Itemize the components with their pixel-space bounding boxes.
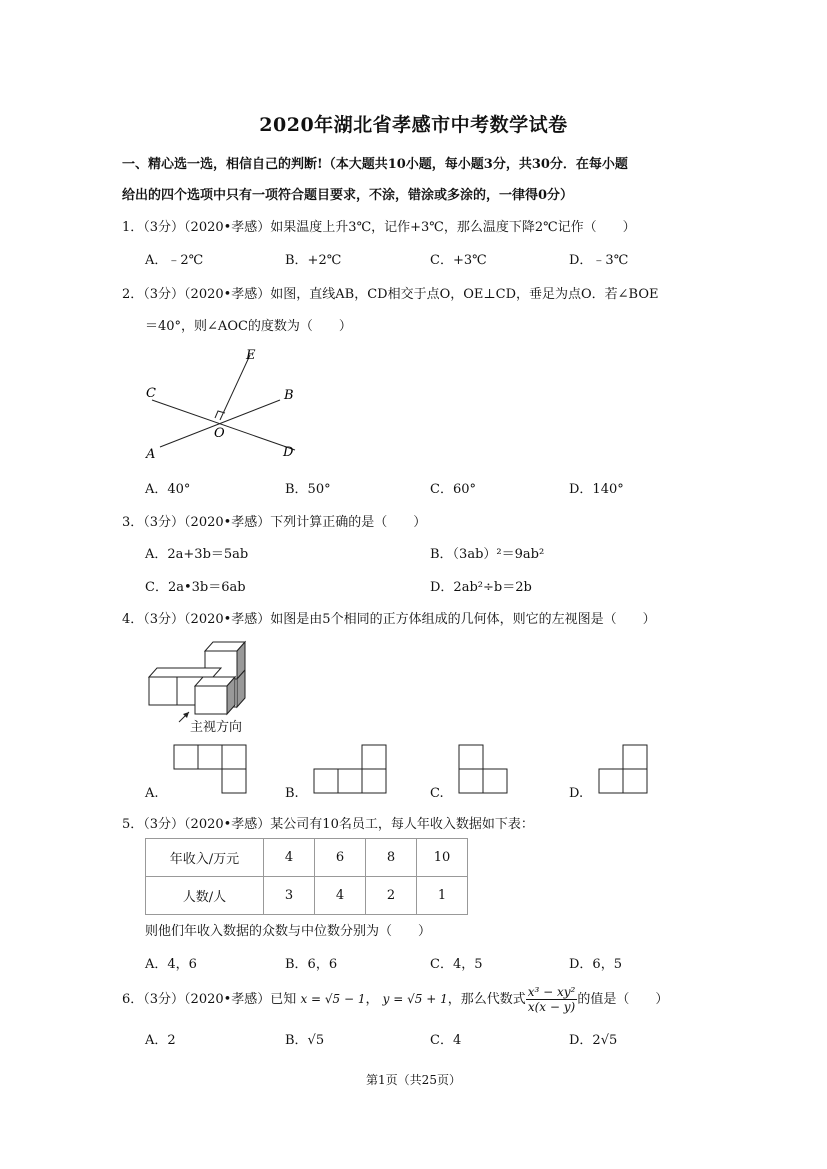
label-d: D (283, 445, 294, 460)
label-o: O (214, 426, 225, 441)
q5-option-a: A．4，6 (145, 957, 197, 972)
page-footer: 第1页（共25页） (366, 1073, 461, 1087)
q2-option-c: C．60° (430, 482, 476, 497)
q2-option-b: B．50° (285, 482, 331, 497)
q5-option-b: B．6，6 (285, 957, 338, 972)
q1-option-a: A．﹣2℃ (145, 253, 204, 268)
q4-option-d: D. (569, 786, 584, 801)
label-e: E (246, 348, 256, 363)
q1-option-d: D．﹣3℃ (569, 253, 629, 268)
q6-option-c: C．4 (430, 1033, 462, 1048)
line-cd (152, 400, 295, 450)
q6-x-expr: x = √5 − 1 (300, 992, 366, 1006)
q6-fraction-numerator: x³ − xy² (527, 985, 576, 999)
q3-option-d: D．2ab²÷b＝2b (430, 580, 532, 595)
page-title: 2020年湖北省孝感市中考数学试卷 (259, 114, 568, 136)
q3-option-c: C．2a•3b＝6ab (145, 580, 246, 595)
q5-option-c: C．4，5 (430, 957, 483, 972)
q6-prefix: 6．（3分）（2020•孝感）已知 (122, 992, 297, 1007)
q2-option-d: D．140° (569, 482, 624, 497)
q6-mid: ，那么代数式 (447, 992, 526, 1007)
label-b: B (284, 388, 294, 403)
section-heading-line1: 一、精心选一选，相信自己的判断!（本大题共10小题，每小题3分，共30分．在每小题 (122, 157, 628, 172)
table-cell: 年收入/万元 (146, 839, 264, 877)
q6-fraction-denominator: x(x − y) (527, 1000, 576, 1014)
q6-option-a: A．2 (145, 1033, 176, 1048)
q1-stem: 1．（3分）（2020•孝感）如果温度上升3℃，记作+3℃，那么温度下降2℃记作（ ） (122, 220, 636, 235)
q5-stem: 5．（3分）（2020•孝感）某公司有10名员工，每人年收入数据如下表： (122, 817, 534, 832)
q4-view-direction-label: 主视方向 (190, 720, 243, 735)
q2-angle-diagram (140, 345, 310, 465)
q6-option-d: D．2√5 (569, 1033, 618, 1048)
q3-option-b: B．（3ab）²＝9ab² (430, 547, 545, 562)
q6-stem: 6．（3分）（2020•孝感）已知 x = √5 − 1， y = √5 + 1，那么代数式 $\frac{\text{x³ − xy²}}{x(x - y)}$ 的值是（ ） (122, 985, 669, 1014)
q4-stem: 4．（3分）（2020•孝感）如图是由5个相同的正方体组成的几何体，则它的左视图是（ ） (122, 612, 656, 627)
table-row (146, 877, 468, 915)
q4-option-d-figure (598, 744, 652, 796)
q4-option-a: A. (145, 786, 159, 801)
table-cell: 3 (264, 877, 315, 915)
q3-stem: 3．（3分）（2020•孝感）下列计算正确的是（ ） (122, 515, 427, 530)
q2-stem-line2: ＝40°，则∠AOC的度数为（ ） (145, 319, 352, 334)
table-cell: 4 (264, 839, 315, 877)
q4-option-a-figure (173, 744, 249, 796)
q1-option-c: C．+3℃ (430, 253, 487, 268)
q2-option-a: A．40° (145, 482, 191, 497)
table-row (146, 839, 468, 877)
q5-question: 则他们年收入数据的众数与中位数分别为（ ） (145, 924, 432, 939)
table-cell: 2 (366, 877, 417, 915)
section-heading-line2: 给出的四个选项中只有一项符合题目要求，不涂，错涂或多涂的，一律得0分） (122, 188, 574, 203)
q1-option-b: B．+2℃ (285, 253, 342, 268)
q2-stem-line1: 2．（3分）（2020•孝感）如图，直线AB，CD相交于点O，OE⊥CD，垂足为点O．若∠BOE (122, 287, 659, 302)
q5-income-table (145, 838, 468, 915)
q6-option-b: B．√5 (285, 1033, 325, 1048)
q6-fraction (526, 985, 578, 1014)
q6-y-expr: y = √5 + 1 (382, 992, 448, 1006)
line-oe (220, 355, 250, 420)
q3-option-a: A．2a+3b＝5ab (145, 547, 249, 562)
table-cell: 6 (315, 839, 366, 877)
table-cell: 10 (417, 839, 468, 877)
table-cell: 人数/人 (146, 877, 264, 915)
table-cell: 8 (366, 839, 417, 877)
label-c: C (146, 386, 156, 401)
table-cell: 1 (417, 877, 468, 915)
q4-option-c: C. (430, 786, 444, 801)
label-a: A (146, 447, 156, 462)
q5-option-d: D．6，5 (569, 957, 622, 972)
q4-option-b: B. (285, 786, 299, 801)
table-cell: 4 (315, 877, 366, 915)
q4-option-b-figure (313, 744, 389, 796)
q4-option-c-figure (458, 744, 512, 796)
q6-suffix: 的值是（ ） (577, 992, 669, 1007)
